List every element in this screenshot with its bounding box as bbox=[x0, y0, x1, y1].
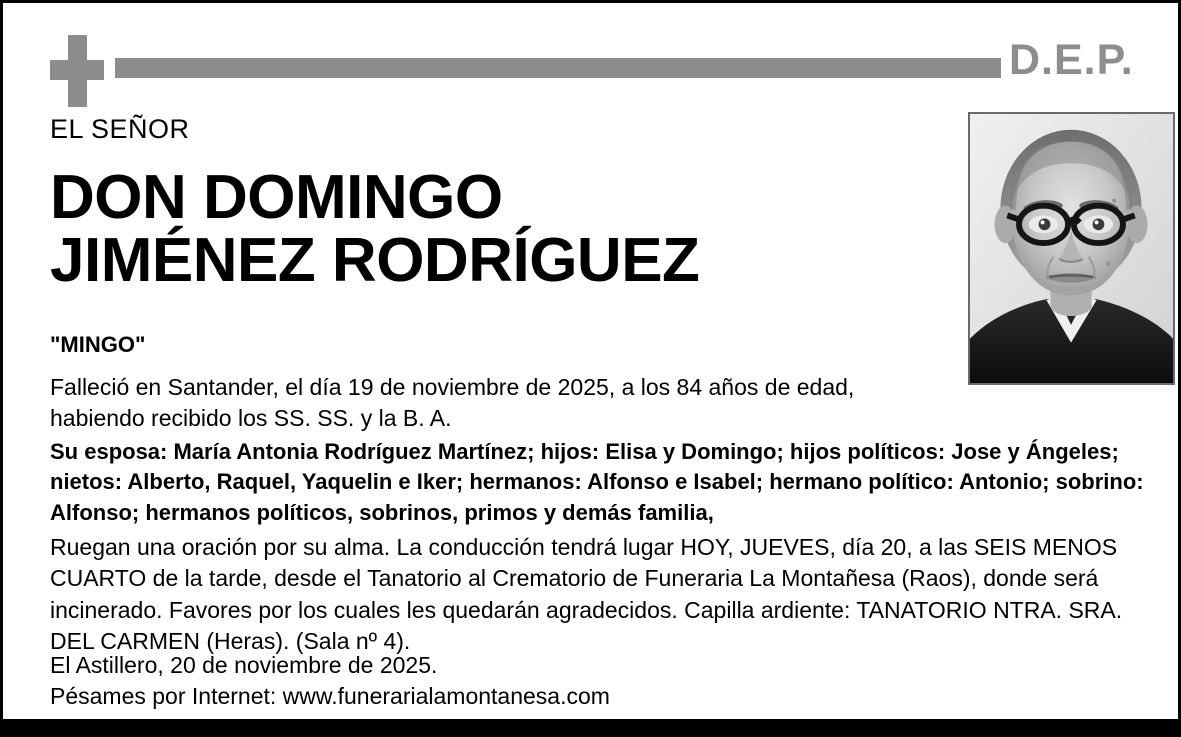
notice-inner bbox=[47, 0, 1144, 737]
portrait-photo-image bbox=[970, 114, 1173, 383]
family-list bbox=[50, 437, 1144, 528]
funeral-details bbox=[50, 532, 1128, 657]
family-list-line1: Su esposa: María Antonia Rodríguez Martínez; hijos: Elisa y Domingo; hijos políticos: Jose y Ángeles; bbox=[50, 439, 1119, 464]
cross-horizontal-bar bbox=[50, 60, 104, 80]
cross-icon bbox=[50, 35, 104, 107]
page-border-bottom bbox=[3, 719, 1178, 737]
footer-place-date: El Astillero, 20 de noviembre de 2025. bbox=[50, 652, 438, 678]
funeral-details-line3: incinerado. Favores por los cuales les quedarán agradecidos. Capilla ardiente: TANATORIO NTRA. SRA. bbox=[50, 596, 1123, 623]
death-notice bbox=[50, 372, 950, 433]
deceased-name-line1: DON DOMINGO bbox=[50, 163, 503, 232]
portrait-photo bbox=[968, 112, 1175, 385]
notice-header bbox=[47, 33, 1133, 109]
deceased-name bbox=[50, 163, 700, 296]
funeral-details-line1: Ruegan una oración por su alma. La conducción tendrá lugar HOY, JUEVES, día 20, a las SEIS MENOS bbox=[50, 534, 1118, 560]
funeral-details-line2: CUARTO de la tarde, desde el Tanatorio al Crematorio de Funeraria La Montañesa (Raos), donde será bbox=[50, 565, 1099, 592]
dep-label: D.E.P. bbox=[1009, 36, 1134, 84]
pretitle: EL SEÑOR bbox=[50, 114, 190, 144]
death-notice-line1: Falleció en Santander, el día 19 de noviembre de 2025, a los 84 años de edad, bbox=[50, 374, 855, 400]
family-list-line3: Alfonso; hermanos políticos, sobrinos, primos y demás familia, bbox=[50, 499, 714, 525]
header-rule bbox=[115, 58, 1001, 78]
notice-footer bbox=[50, 650, 950, 713]
footer-condolences-url: Pésames por Internet: www.funerarialamontanesa.com bbox=[50, 683, 610, 710]
family-list-line2: nietos: Alberto, Raquel, Yaquelin e Iker; hermanos: Alfonso e Isabel; hermano político: Antonio; sobrino: bbox=[50, 469, 1144, 495]
death-notice-line2: habiendo recibido los SS. SS. y la B. A. bbox=[50, 404, 452, 431]
deceased-name-line2: JIMÉNEZ RODRÍGUEZ bbox=[50, 226, 700, 296]
nickname: "MINGO" bbox=[50, 332, 146, 357]
funeral-details-line4: DEL CARMEN (Heras). (Sala nº 4). bbox=[50, 627, 411, 654]
